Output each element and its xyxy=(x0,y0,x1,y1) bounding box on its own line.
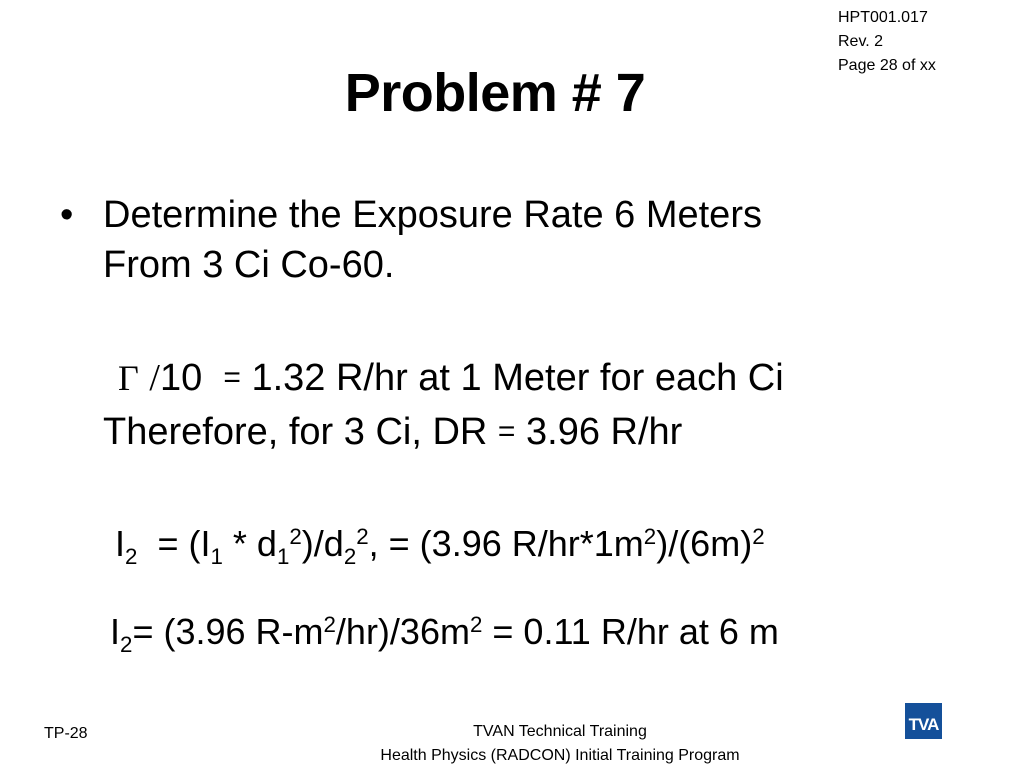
formula2-sup2: 2 xyxy=(469,611,483,637)
footer xyxy=(280,720,840,768)
bullet-line-1: Determine the Exposure Rate 6 Meters xyxy=(103,194,762,236)
footer-line-1: TVAN Technical Training xyxy=(473,723,647,740)
gamma-constant-line xyxy=(118,354,784,402)
formula1-tail-sup: 2 xyxy=(752,523,765,549)
formula1-d2-sup: 2 xyxy=(356,523,369,549)
inverse-square-formula xyxy=(115,520,765,568)
formula1-d1-sub: 1 xyxy=(276,544,290,570)
gamma-result: 1.32 R/hr at 1 Meter for each Ci xyxy=(251,357,784,399)
slide-title: Problem # 7 xyxy=(344,63,646,123)
bullet-marker: • xyxy=(60,194,74,236)
therefore-value: 3.96 R/hr xyxy=(526,411,683,453)
formula2-i-sub: 2 xyxy=(120,632,133,658)
formula1-d1-sup: 2 xyxy=(289,523,302,549)
formula1-mid: , = (3.96 R/hr*1m xyxy=(368,523,644,564)
formula1-d2-sub: 2 xyxy=(343,544,357,570)
therefore-line xyxy=(103,408,682,456)
formula2-part1: = (3.96 R-m xyxy=(132,611,324,652)
therefore-equals: = xyxy=(497,415,516,448)
gamma-slash: / xyxy=(149,357,160,399)
formula1-div-d: )/d xyxy=(301,523,344,564)
formula1-i1-sub: 1 xyxy=(210,544,223,570)
doc-id: HPT001.017 xyxy=(838,9,928,26)
formula1-open: = (I xyxy=(157,523,211,564)
tva-logo-mark xyxy=(905,703,942,739)
bullet-text xyxy=(103,190,923,290)
gamma-equals: = xyxy=(223,361,241,394)
gamma-divisor: 10 xyxy=(159,357,203,399)
footer-line-2: Health Physics (RADCON) Initial Training Program xyxy=(380,747,740,764)
bullet-line-2: From 3 Ci Co-60. xyxy=(103,244,395,286)
gamma-symbol: Γ xyxy=(118,358,139,398)
result-formula xyxy=(110,608,779,656)
formula2-sup1: 2 xyxy=(323,611,336,637)
tva-logo xyxy=(905,703,942,739)
therefore-text: Therefore, for 3 Ci, DR xyxy=(103,411,488,453)
formula1-tail: )/(6m) xyxy=(656,523,753,564)
formula2-i: I xyxy=(110,611,121,652)
revision: Rev. 2 xyxy=(838,33,884,50)
formula1-i: I xyxy=(115,523,126,564)
slide-code: TP-28 xyxy=(44,725,88,742)
formula2-part3: = 0.11 R/hr at 6 m xyxy=(492,611,779,652)
formula2-part2: /hr)/36m xyxy=(335,611,470,652)
tva-logo-text: TVA xyxy=(908,715,939,734)
formula1-times-d: * d xyxy=(232,523,277,564)
formula1-m-sup: 2 xyxy=(643,523,657,549)
page-number: Page 28 of xx xyxy=(838,57,936,74)
formula1-i-sub: 2 xyxy=(125,544,138,570)
